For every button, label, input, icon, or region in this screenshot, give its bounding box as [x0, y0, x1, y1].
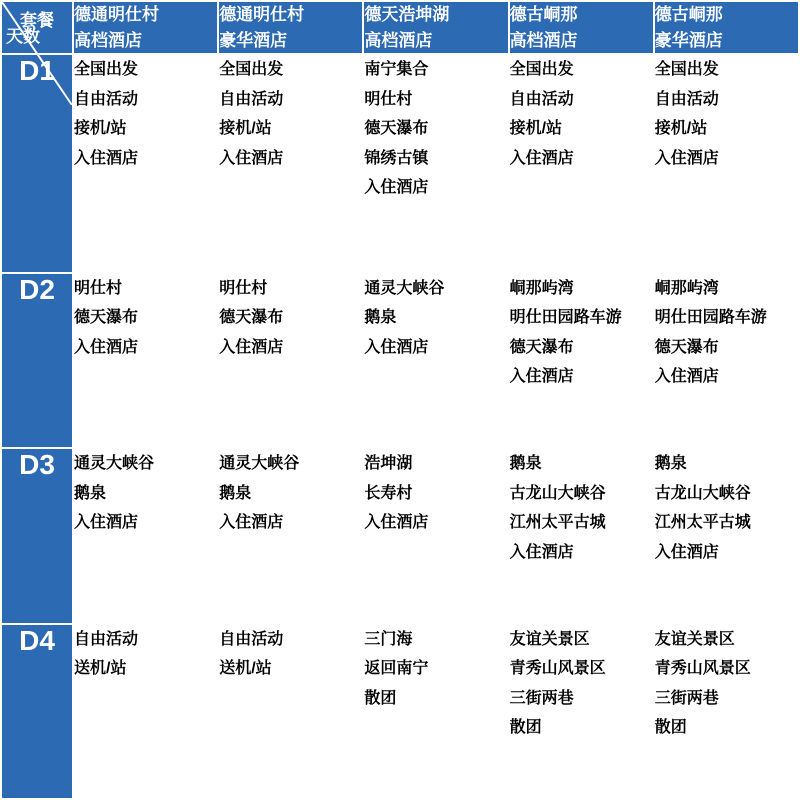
cell-line: 青秀山风景区 — [509, 660, 606, 678]
cell-line: 送机/站 — [74, 660, 127, 678]
cell-d2-c1 — [73, 273, 218, 448]
cell-line: 三街两巷 — [654, 689, 719, 707]
cell-line: 自由活动 — [74, 630, 139, 648]
cell-line: 返回南宁 — [364, 660, 429, 678]
cell-line: 江州太平古城 — [509, 514, 606, 532]
corner-package-label: 套餐 — [20, 11, 54, 30]
cell-line: 鹅泉 — [509, 455, 542, 473]
cell-line: 入住酒店 — [364, 338, 429, 356]
column-header-2-line2: 豪华酒店 — [219, 30, 288, 50]
cell-line: 古龙山大峡谷 — [509, 484, 606, 502]
cell-line: 三街两巷 — [509, 689, 574, 707]
cell-line: 鹅泉 — [654, 455, 687, 473]
table-row — [1, 448, 799, 623]
cell-line: 入住酒店 — [509, 368, 574, 386]
cell-line: 送机/站 — [219, 660, 272, 678]
cell-line: 德天瀑布 — [364, 120, 429, 138]
cell-line: 入住酒店 — [654, 368, 719, 386]
cell-line: 入住酒店 — [509, 543, 574, 561]
cell-line: 德天瀑布 — [74, 309, 139, 327]
cell-line: 入住酒店 — [219, 149, 284, 167]
cell-line: 接机/站 — [654, 120, 708, 138]
cell-line: 入住酒店 — [219, 338, 284, 356]
cell-line: 鹅泉 — [364, 309, 397, 327]
cell-d3-c2 — [218, 448, 363, 623]
cell-line: 明仕村 — [219, 279, 268, 297]
corner-inner — [2, 2, 72, 53]
cell-d3-c5 — [654, 448, 799, 623]
column-header-1 — [73, 1, 218, 54]
cell-line: 通灵大峡谷 — [364, 279, 445, 297]
cell-line: 明仕村 — [74, 279, 123, 297]
cell-d1-c3 — [363, 54, 508, 273]
cell-d4-c5 — [654, 624, 799, 800]
cell-line: 峒那屿湾 — [654, 279, 719, 297]
cell-d1-c1 — [73, 54, 218, 273]
cell-line: 全国出发 — [74, 61, 139, 78]
cell-line: 明仕田园路车游 — [509, 309, 622, 327]
cell-d4-c3 — [363, 624, 508, 800]
corner-days-label: 天数 — [6, 27, 40, 46]
cell-line: 全国出发 — [654, 61, 719, 78]
cell-line: 入住酒店 — [364, 514, 429, 532]
column-header-5 — [654, 1, 799, 54]
cell-line: 自由活动 — [74, 90, 139, 108]
cell-line: 德天瀑布 — [219, 309, 284, 327]
column-header-5-line1: 德古峒那 — [654, 5, 723, 24]
column-header-4 — [509, 1, 654, 54]
cell-line: 江州太平古城 — [654, 514, 751, 532]
column-header-3-line1: 德天浩坤湖 — [364, 5, 450, 24]
cell-line: 鹅泉 — [74, 484, 107, 502]
column-header-4-line2: 高档酒店 — [509, 30, 578, 50]
cell-line: 古龙山大峡谷 — [654, 484, 751, 502]
cell-line: 三门海 — [364, 630, 413, 648]
cell-line: 鹅泉 — [219, 484, 252, 502]
table-row — [1, 624, 799, 800]
cell-line: 全国出发 — [219, 61, 284, 78]
cell-line: 友谊关景区 — [654, 630, 735, 648]
cell-line: 南宁集合 — [364, 61, 429, 78]
cell-line: 散团 — [364, 689, 397, 707]
cell-line: 散团 — [654, 719, 687, 737]
cell-d3-c3 — [363, 448, 508, 623]
cell-line: 通灵大峡谷 — [74, 455, 155, 473]
day-label-3: D3 — [1, 448, 73, 623]
column-header-2-line1: 德通明仕村 — [219, 5, 305, 24]
cell-line: 入住酒店 — [509, 149, 574, 167]
cell-line: 明仕田园路车游 — [654, 309, 767, 327]
cell-d3-c4 — [509, 448, 654, 623]
cell-line: 自由活动 — [219, 90, 284, 108]
cell-line: 接机/站 — [74, 120, 127, 138]
cell-d2-c4 — [509, 273, 654, 448]
cell-d2-c3 — [363, 273, 508, 448]
cell-line: 自由活动 — [509, 90, 574, 108]
cell-line: 锦绣古镇 — [364, 149, 429, 167]
cell-line: 入住酒店 — [654, 149, 719, 167]
column-header-1-line2: 高档酒店 — [74, 30, 142, 50]
column-header-3 — [363, 1, 508, 54]
cell-d4-c4 — [509, 624, 654, 800]
cell-line: 长寿村 — [364, 484, 413, 502]
cell-line: 接机/站 — [509, 120, 563, 138]
cell-line: 浩坤湖 — [364, 455, 413, 473]
day-label-1: D1 — [1, 54, 73, 273]
cell-d4-c2 — [218, 624, 363, 800]
cell-line: 入住酒店 — [654, 543, 719, 561]
cell-line: 接机/站 — [219, 120, 272, 138]
cell-line: 入住酒店 — [74, 338, 139, 356]
day-label-2: D2 — [1, 273, 73, 448]
cell-line: 入住酒店 — [74, 149, 139, 167]
cell-d3-c1 — [73, 448, 218, 623]
cell-d4-c1 — [73, 624, 218, 800]
table-row — [1, 54, 799, 273]
cell-d1-c2 — [218, 54, 363, 273]
cell-line: 德天瀑布 — [509, 338, 574, 356]
column-header-2 — [218, 1, 363, 54]
cell-line: 通灵大峡谷 — [219, 455, 300, 473]
cell-line: 入住酒店 — [364, 179, 429, 197]
cell-d1-c5 — [654, 54, 799, 273]
cell-d2-c2 — [218, 273, 363, 448]
cell-line: 散团 — [509, 719, 542, 737]
column-header-3-line2: 高档酒店 — [364, 30, 433, 50]
cell-line: 入住酒店 — [219, 514, 284, 532]
cell-line: 明仕村 — [364, 90, 413, 108]
cell-line: 德天瀑布 — [654, 338, 719, 356]
cell-line: 峒那屿湾 — [509, 279, 574, 297]
day-label-4: D4 — [1, 624, 73, 800]
cell-d1-c4 — [509, 54, 654, 273]
cell-line: 自由活动 — [219, 630, 284, 648]
cell-line: 自由活动 — [654, 90, 719, 108]
cell-line: 入住酒店 — [74, 514, 139, 532]
table-header-row — [1, 1, 799, 54]
cell-line: 青秀山风景区 — [654, 660, 751, 678]
column-header-1-line1: 德通明仕村 — [74, 5, 159, 24]
column-header-5-line2: 豪华酒店 — [654, 30, 723, 50]
cell-d2-c5 — [654, 273, 799, 448]
table-row — [1, 273, 799, 448]
corner-header-cell — [1, 1, 73, 54]
cell-line: 全国出发 — [509, 61, 574, 78]
column-header-4-line1: 德古峒那 — [509, 5, 578, 24]
cell-line: 友谊关景区 — [509, 630, 590, 648]
